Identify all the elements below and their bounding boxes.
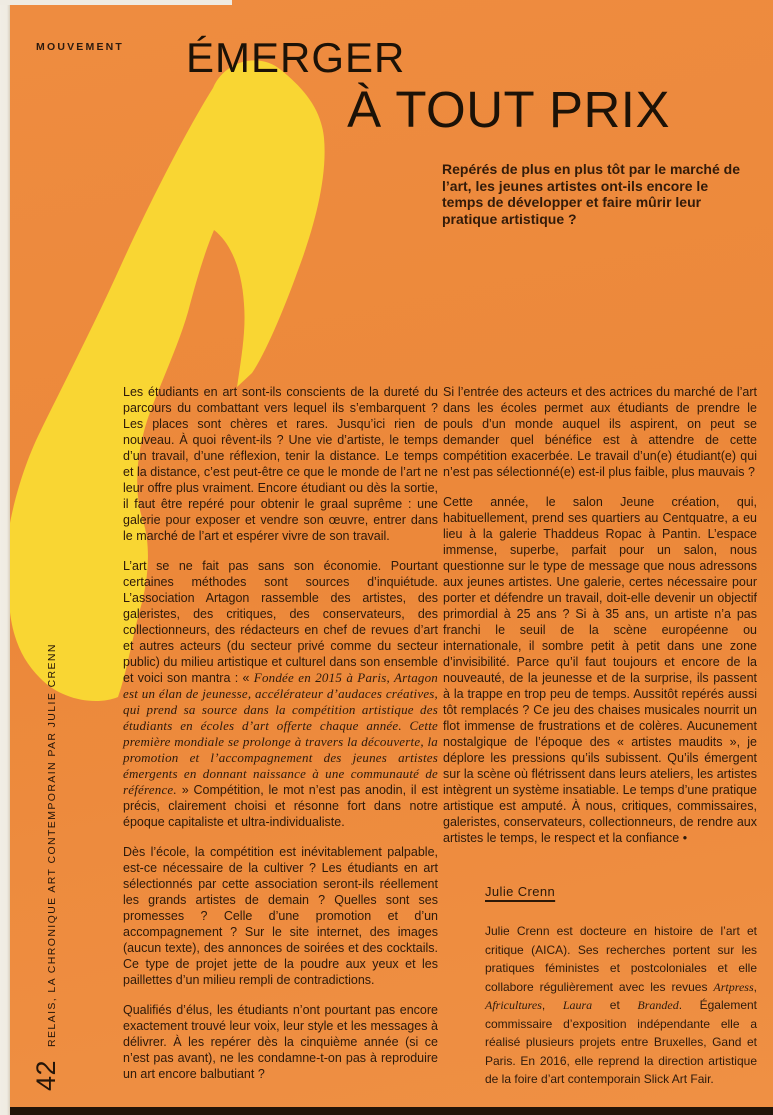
author-bio bbox=[485, 922, 757, 1089]
bio-text: . Également commissaire d’exposition indépendante elle a réalisé plusieurs projets entre Bruxelles, Gand et Paris. En 2016, elle reprend la direction artistique de la foire d’art contemporain Slick Art Fair. bbox=[485, 998, 757, 1086]
paragraph-1: Les étudiants en art sont-ils conscients de la dureté du parcours du combattant vers lequel ils s’embarquent ? Les places sont chères et rares. Jusqu’ici rien de nouveau. À quoi rêvent-ils ? Une vie d’artiste, le temps d’un travail, d’une réflexion, tenir la distance. Le temps et la distance, c’est peut-être ce que le monde de l’art ne leur offre plus vraiment. Encore étudiant ou dès la sortie, il faut être repéré pour obtenir le graal suprême : une galerie pour exposer et vendre son œuvre, entrer dans le marché de l’art et espérer vivre de son travail. bbox=[123, 385, 438, 543]
paragraph-3: Dès l’école, la compétition est inévitablement palpable, est-ce nécessaire de la cultiver ? Les étudiants en art sélectionnés par cette association seront-ils réellement les grands artistes de demain ? Quelles sont ses promesses ? Celle d’une promotion et d’un accompagnement ? Sur le site internet, des images (aucun texte), des annonces de soirées et des cocktails. Ce type de projet jette de la poudre aux yeux et les paillettes d’un milieu rempli de contradictions. bbox=[123, 845, 438, 987]
article-column-left bbox=[123, 384, 438, 1096]
bio-separator: et bbox=[592, 998, 638, 1012]
page-edge-top bbox=[0, 0, 232, 5]
paragraph-2-outro: » Compétition, le mot n’est pas anodin, il est précis, clairement choisi et résonne fort dans notre époque capitaliste et ultra-individualiste. bbox=[123, 783, 438, 829]
page-edge-left bbox=[0, 0, 10, 1115]
section-kicker: MOUVEMENT bbox=[36, 41, 125, 53]
paragraph-2-intro: L’art se ne fait pas sans son économie. Pourtant certaines méthodes sont sources d’inquiétude. L’association Artagon rassemble des artistes, des galeristes, des critiques, des conservateurs, des collectionneurs, des rédacteurs en chef de revues d’art et autres acteurs (du secteur privé comme du secteur public) du milieu artistique et culturel dans son ensemble et voici son mantra : « bbox=[123, 559, 438, 685]
paragraph-4: Qualifiés d’élus, les étudiants n’ont pourtant pas encore exactement trouvé leur voix, leur style et les messages à délivrer. À les repérer dès la cinquième année (si ce n’est pas avant), ne les condamne-t-on pas à reproduire un art encore balbutiant ? bbox=[123, 1003, 438, 1081]
bio-revue-africultures: Africultures bbox=[485, 998, 542, 1012]
bio-separator: , bbox=[753, 979, 757, 994]
artagon-quote: Fondée en 2015 à Paris, Artagon est un élan de jeunesse, accélérateur d’audaces créatives, qui prend sa source dans la compétition artistique des étudiants en écoles d’art offerte chaque année. Cette première mondiale se prolonge à travers la découverte, la promotion et l’accompagnement des jeunes artistes émergents en donnant naissance à une communauté de référence. bbox=[123, 670, 438, 797]
bio-revue-laura: Laura bbox=[562, 998, 593, 1012]
page-bottom-bar bbox=[10, 1107, 773, 1115]
spine-caption: RELAIS, LA CHRONIQUE ART CONTEMPORAIN PAR JULIE CRENN bbox=[46, 643, 58, 1047]
bio-text: Julie Crenn est docteure en histoire de l’art et critique (AICA). Ses recherches portent sur les pratiques féministes et postcoloniales et elle collabore régulièrement avec les revues bbox=[485, 924, 757, 994]
headline-line2: À TOUT PRIX bbox=[347, 81, 670, 138]
paragraph-6: Cette année, le salon Jeune création, qui, habituellement, prend ses quartiers au Centquatre, a eu lieu à la galerie Thaddeus Ropac à Pantin. L’espace immense, superbe, parfait pour un salon, nous questionne sur le type de message que nous adressons aux jeunes artistes. Une galerie, certes nécessaire pour porter et défendre un travail, doit-elle devenir un objectif primordial à 25 ans ? Si à 35 ans, un artiste n’a pas franchi le seuil de la scène européenne ou internationale, il sombre petit à petit dans une zone d’invisibilité. Parce qu’il faut toujours et encore de la nouveauté, de la jeunesse et de la surprise, ils passent à la trappe en trop peu de temps. Aussitôt repérés aussi tôt remplacés ? Ce jeu des chaises musicales nourrit un flot immense de frustrations et de colères. Aucunement nostalgique de l’époque des « artistes maudits », je déplore les pressions qu’ils subissent. Qu’ils émergent sur la scène où flétrissent dans leurs ateliers, les artistes intègrent un système insatiable. Le temps d’une pratique artistique est amputé. À nous, critiques, commissaires, galeristes, conservateurs, collectionneurs, de rendre aux artistes le temps, le respect et la confiance • bbox=[443, 495, 757, 845]
headline-line1: ÉMERGER bbox=[186, 34, 406, 81]
article-column-right bbox=[443, 384, 757, 1103]
bio-revue-artpress: Artpress bbox=[713, 979, 754, 994]
paragraph-5: Si l’entrée des acteurs et des actrices du marché de l’art dans les écoles permet aux étudiants de prendre le pouls d’un monde auquel ils aspirent, on peut se demander quel bénéfice est à attendre de cette compétition exacerbée. Le travail d’un(e) étudiant(e) qui n’est pas sélectionné(e) est-il plus faible, plus mauvais ? bbox=[443, 385, 757, 479]
bio-revue-branded: Branded bbox=[637, 998, 679, 1012]
page-number: 42 bbox=[31, 1059, 61, 1091]
spine-strip bbox=[31, 643, 62, 1091]
byline bbox=[485, 884, 757, 900]
standfirst: Repérés de plus en plus tôt par le marché de l’art, les jeunes artistes ont-ils encore le temps de développer et faire mûrir leur pratique artistique ? bbox=[442, 161, 740, 227]
paragraph-2 bbox=[123, 558, 438, 830]
bio-separator: , bbox=[541, 998, 563, 1012]
byline-author-name: Julie Crenn bbox=[485, 884, 556, 899]
